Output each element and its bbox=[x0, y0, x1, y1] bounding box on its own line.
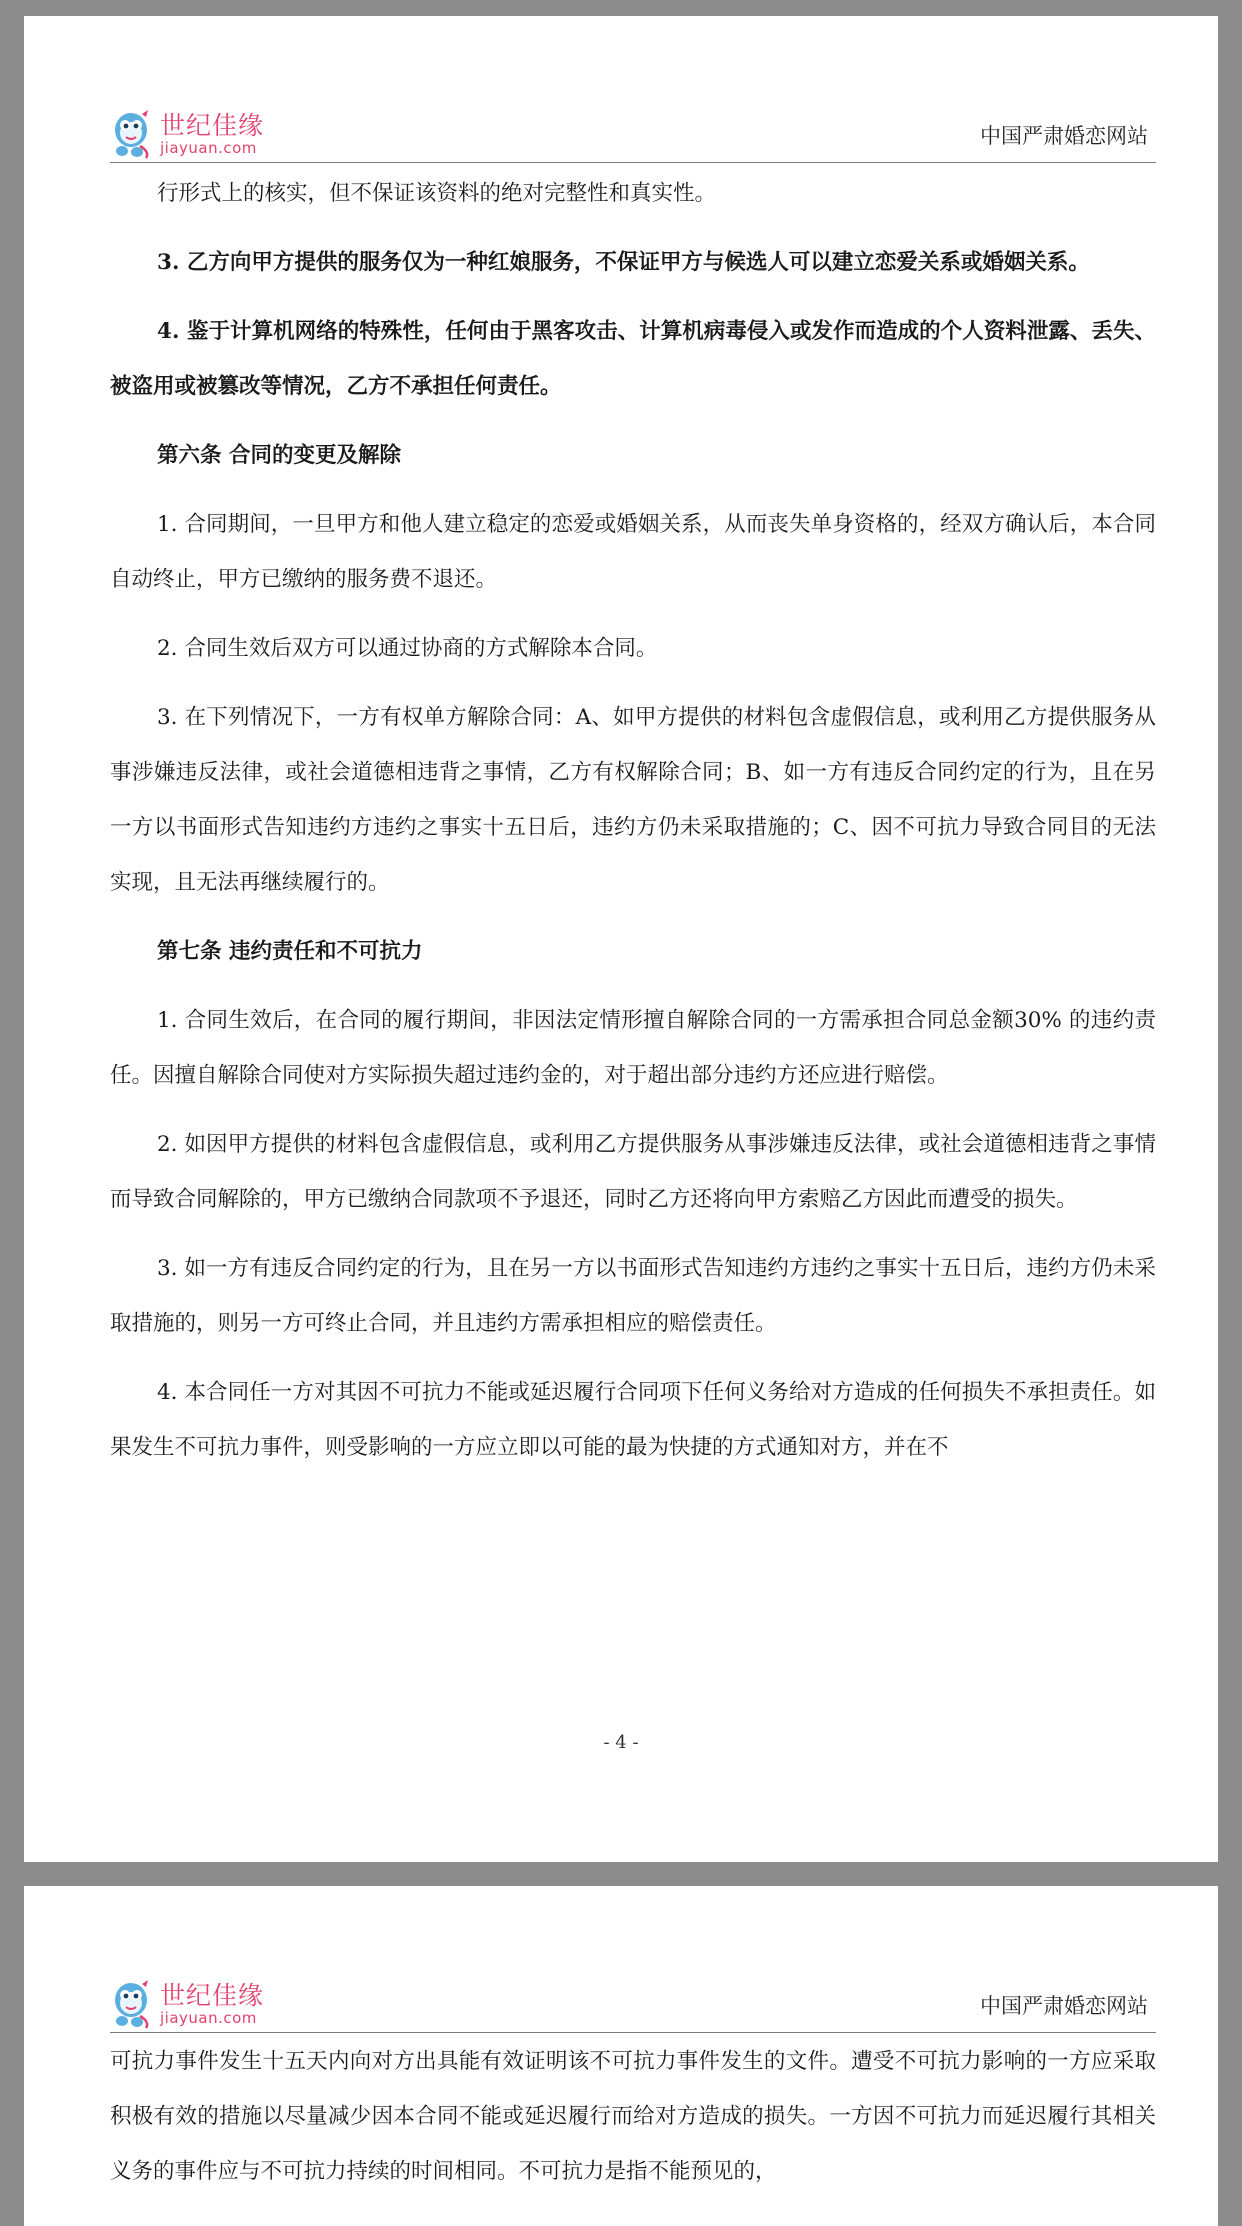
paragraph: 3. 在下列情况下，一方有权单方解除合同：A、如甲方提供的材料包含虚假信息，或利用乙方提供服务从事涉嫌违反法律，或社会道德相违背之事情，乙方有权解除合同；B、如一方有违反合同约定的行为，且在另一方以书面形式告知违约方违约之事实十五日后，违约方仍未采取措施的；C、因不可抗力导致合同目的无法实现，且无法再继续履行的。 bbox=[110, 705, 1156, 895]
header-divider bbox=[110, 162, 1156, 163]
logo-domain-text: jiayuan.com bbox=[160, 2008, 257, 2027]
header-divider bbox=[110, 2032, 1156, 2033]
page-body bbox=[110, 166, 1156, 1475]
paragraph: 可抗力事件发生十五天内向对方出具能有效证明该不可抗力事件发生的文件。遭受不可抗力影响的一方应采取积极有效的措施以尽量减少因本合同不能或延迟履行而给对方造成的损失。一方因不可抗力而延迟履行其相关义务的事件应与不可抗力持续的时间相同。不可抗力是指不能预见的， bbox=[110, 2049, 1156, 2184]
jiayuan-logo bbox=[110, 1976, 264, 2032]
document-page-5 bbox=[24, 1886, 1218, 2226]
paragraph: 3. 乙方向甲方提供的服务仅为一种红娘服务，不保证甲方与候选人可以建立恋爱关系或婚姻关系。 bbox=[157, 250, 1090, 275]
page-number: - 4 - bbox=[603, 1732, 639, 1753]
paragraph: 行形式上的核实，但不保证该资料的绝对完整性和真实性。 bbox=[157, 181, 717, 206]
document-page-4 bbox=[24, 16, 1218, 1862]
paragraph: 2. 合同生效后双方可以通过协商的方式解除本合同。 bbox=[157, 636, 658, 661]
site-slogan: 中国严肃婚恋网站 bbox=[980, 124, 1148, 148]
paragraph: 1. 合同期间，一旦甲方和他人建立稳定的恋爱或婚姻关系，从而丧失单身资格的，经双方确认后，本合同自动终止，甲方已缴纳的服务费不退还。 bbox=[110, 512, 1156, 592]
logo-chinese-text: 世纪佳缘 bbox=[160, 1980, 265, 2010]
page-body bbox=[110, 2034, 1156, 2199]
paragraph: 1. 合同生效后，在合同的履行期间，非因法定情形擅自解除合同的一方需承担合同总金额30% 的违约责任。因擅自解除合同使对方实际损失超过违约金的，对于超出部分违约方还应进行赔偿。 bbox=[110, 1008, 1156, 1088]
section-heading: 第六条 合同的变更及解除 bbox=[157, 443, 401, 468]
page-header bbox=[110, 106, 1156, 162]
mascot-icon bbox=[110, 108, 156, 160]
logo-domain-text: jiayuan.com bbox=[160, 138, 257, 157]
page-header bbox=[110, 1976, 1156, 2032]
paragraph: 3. 如一方有违反合同约定的行为，且在另一方以书面形式告知违约方违约之事实十五日后，违约方仍未采取措施的，则另一方可终止合同，并且违约方需承担相应的赔偿责任。 bbox=[110, 1256, 1156, 1336]
mascot-icon bbox=[110, 1978, 156, 2030]
site-slogan: 中国严肃婚恋网站 bbox=[980, 1994, 1148, 2018]
paragraph: 4. 本合同任一方对其因不可抗力不能或延迟履行合同项下任何义务给对方造成的任何损失不承担责任。如果发生不可抗力事件，则受影响的一方应立即以可能的最为快捷的方式通知对方，并在不 bbox=[110, 1380, 1156, 1460]
paragraph: 2. 如因甲方提供的材料包含虚假信息，或利用乙方提供服务从事涉嫌违反法律，或社会道德相违背之事情而导致合同解除的，甲方已缴纳合同款项不予退还，同时乙方还将向甲方索赔乙方因此而遭受的损失。 bbox=[110, 1132, 1156, 1212]
section-heading: 第七条 违约责任和不可抗力 bbox=[157, 939, 423, 964]
jiayuan-logo bbox=[110, 106, 264, 162]
paragraph: 4. 鉴于计算机网络的特殊性，任何由于黑客攻击、计算机病毒侵入或发作而造成的个人资料泄露、丢失、被盗用或被篡改等情况，乙方不承担任何责任。 bbox=[110, 319, 1156, 399]
logo-chinese-text: 世纪佳缘 bbox=[160, 110, 265, 140]
